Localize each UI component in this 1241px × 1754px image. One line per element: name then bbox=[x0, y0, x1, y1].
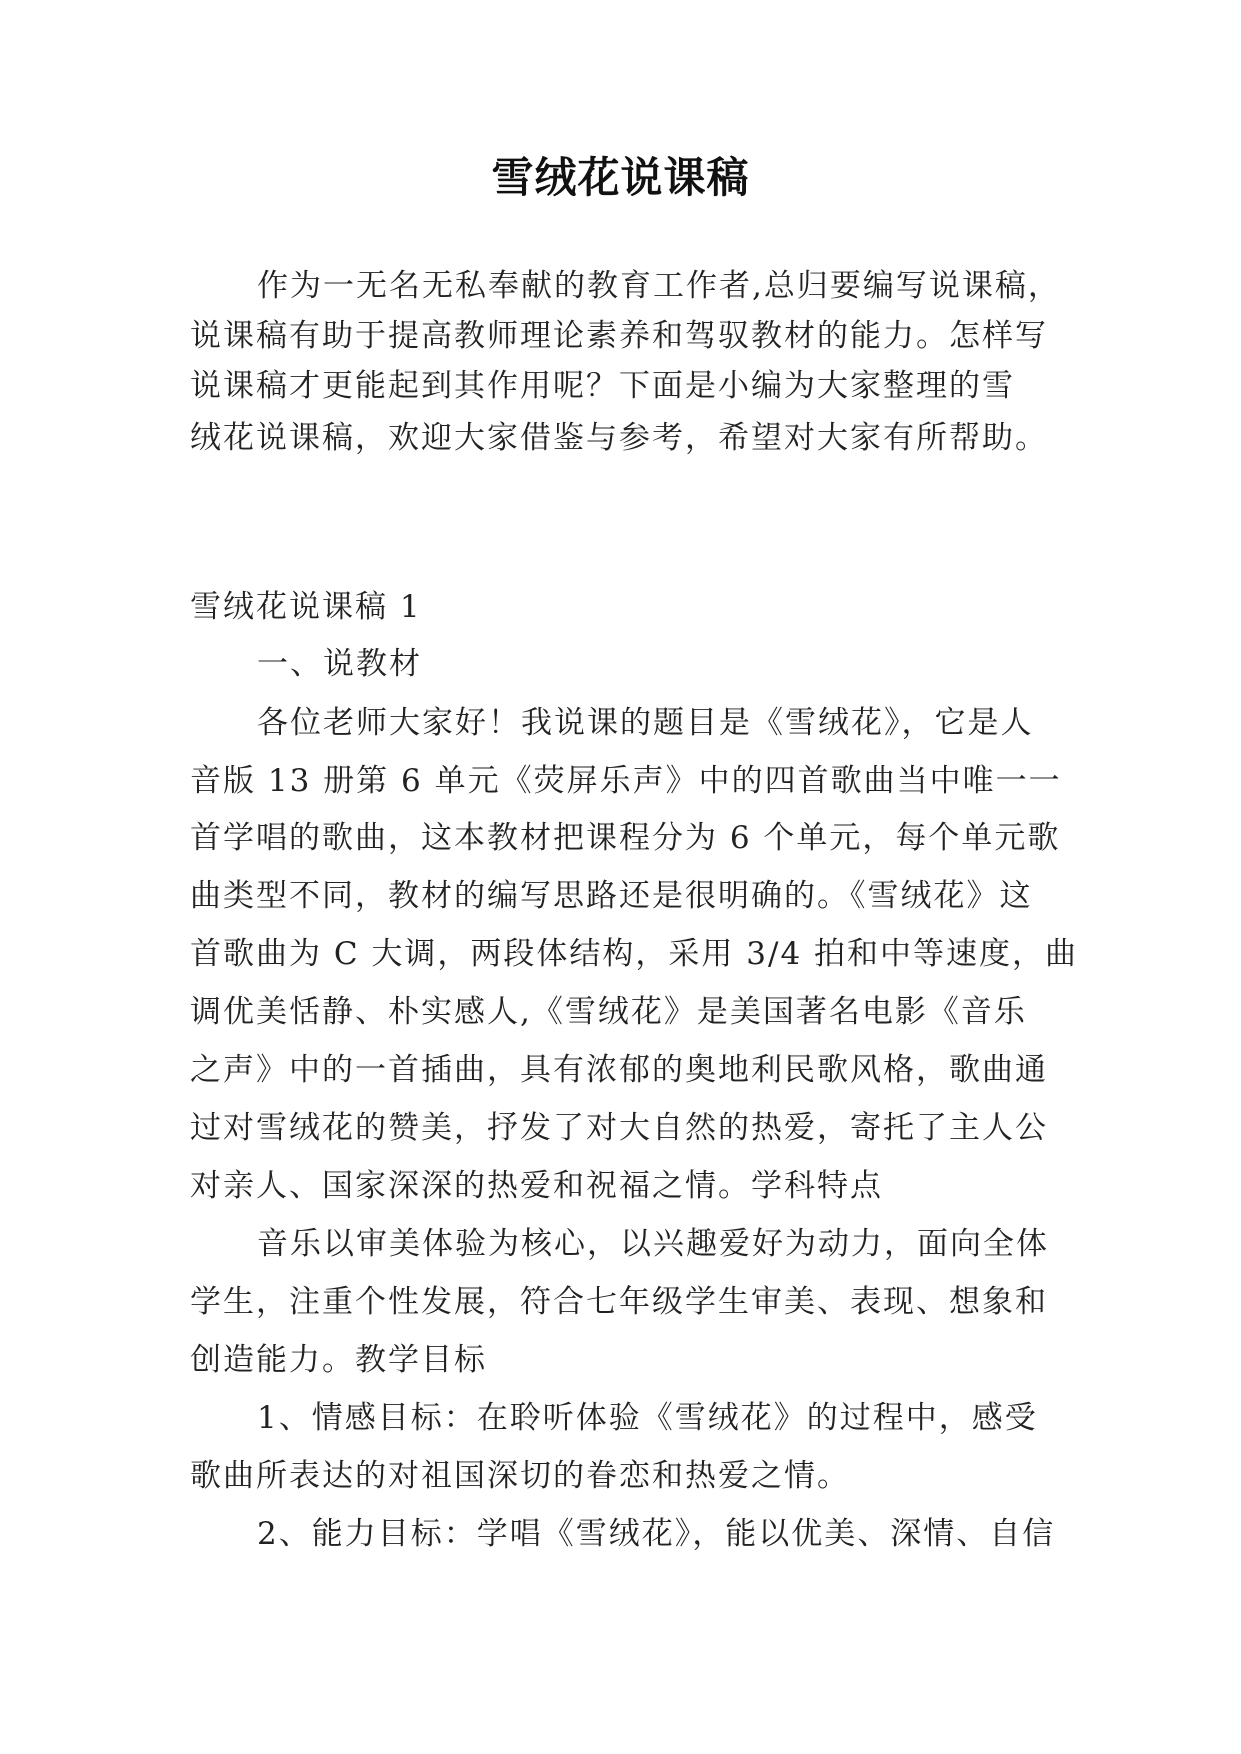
body-line: 首学唱的歌曲，这本教材把课程分为 6 个单元，每个单元歌 bbox=[190, 820, 1061, 856]
body-line: 1、情感目标：在聆听体验《雪绒花》的过程中，感受 bbox=[257, 1400, 1038, 1436]
body-line: 过对雪绒花的赞美，抒发了对大自然的热爱，寄托了主人公 bbox=[190, 1110, 1048, 1146]
body-line: 首歌曲为 C 大调，两段体结构，采用 3/4 拍和中等速度，曲 bbox=[190, 936, 1079, 972]
subheading: 一、说教材 bbox=[257, 646, 422, 682]
document-title: 雪绒花说课稿 bbox=[491, 153, 750, 202]
section-heading: 雪绒花说课稿 1 bbox=[190, 589, 422, 625]
body-line: 调优美恬静、朴实感人,《雪绒花》是美国著名电影《音乐 bbox=[190, 994, 1027, 1030]
intro-line: 作为一无名无私奉献的教育工作者,总归要编写说课稿， bbox=[257, 268, 1061, 304]
body-line: 歌曲所表达的对祖国深切的眷恋和热爱之情。 bbox=[190, 1458, 850, 1494]
body-line: 2、能力目标：学唱《雪绒花》，能以优美、深情、自信 bbox=[257, 1516, 1056, 1552]
body-line: 之声》中的一首插曲，具有浓郁的奥地利民歌风格，歌曲通 bbox=[190, 1052, 1048, 1088]
body-line: 各位老师大家好！我说课的题目是《雪绒花》，它是人 bbox=[257, 705, 1034, 741]
body-line: 音乐以审美体验为核心，以兴趣爱好为动力，面向全体 bbox=[257, 1226, 1049, 1262]
body-line: 曲类型不同，教材的编写思路还是很明确的。《雪绒花》这 bbox=[190, 878, 1033, 914]
body-line: 对亲人、国家深深的热爱和祝福之情。学科特点 bbox=[190, 1168, 883, 1204]
intro-line: 绒花说课稿，欢迎大家借鉴与参考，希望对大家有所帮助。 bbox=[190, 420, 1048, 456]
intro-line: 说课稿才更能起到其作用呢？下面是小编为大家整理的雪 bbox=[190, 368, 1015, 404]
body-line: 音版 13 册第 6 单元《荧屏乐声》中的四首歌曲当中唯一一 bbox=[190, 763, 1062, 799]
intro-line: 说课稿有助于提高教师理论素养和驾驭教材的能力。怎样写 bbox=[190, 318, 1048, 354]
body-line: 学生，注重个性发展，符合七年级学生审美、表现、想象和 bbox=[190, 1284, 1048, 1320]
body-line: 创造能力。教学目标 bbox=[190, 1342, 487, 1378]
